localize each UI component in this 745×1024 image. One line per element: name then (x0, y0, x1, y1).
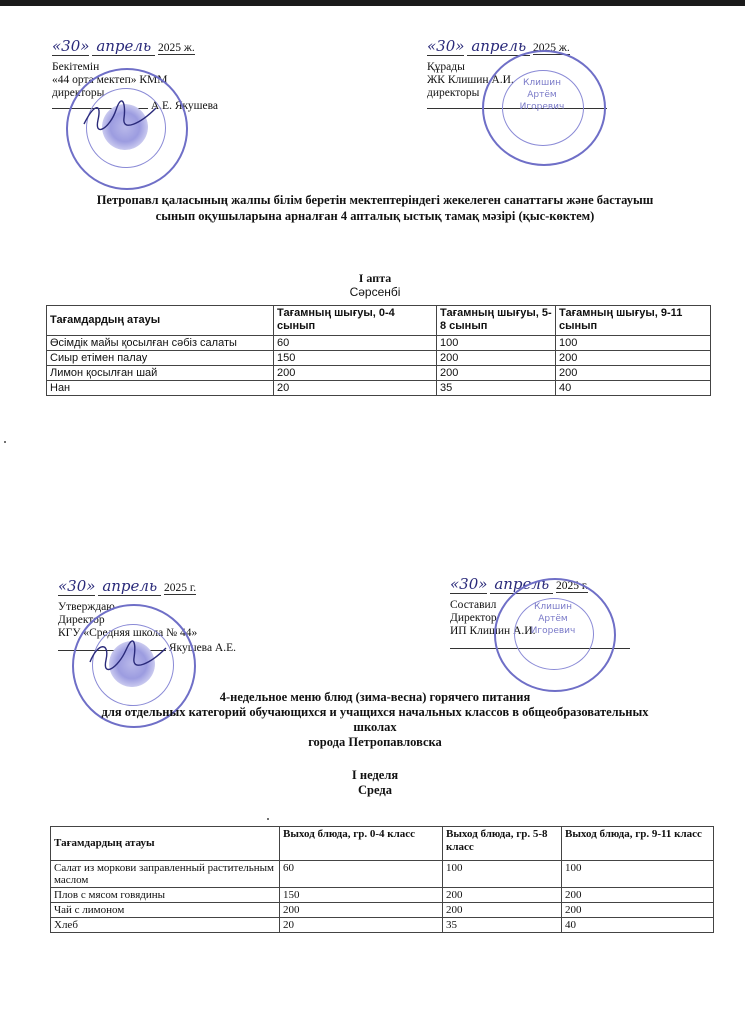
table-row (47, 381, 711, 396)
ru-row1-5-8: 100 (443, 861, 562, 888)
kz-approve-signature-icon (80, 98, 160, 132)
ru-approve-month: апрель (98, 577, 161, 596)
ru-stamp-text-3: Игоревич (530, 626, 576, 636)
ru-approve-year: 2025 г. (164, 582, 197, 594)
kz-row3-0-4: 200 (274, 366, 437, 381)
kz-row1-dish: Өсімдік майы қосылған сәбіз салаты (47, 336, 274, 351)
ru-approve-line2: Директор (58, 614, 105, 626)
ru-approve-date (58, 577, 268, 595)
ru-row2-5-8: 200 (443, 888, 562, 903)
ru-row3-9-11: 200 (562, 903, 714, 918)
kz-approve-day: «30» (52, 37, 90, 55)
kz-day: Сәрсенбі (349, 285, 401, 299)
kz-header-9-11: Тағамның шығуы, 9-11 сынып (556, 306, 711, 336)
kz-compose-line1: Құрады (427, 61, 465, 73)
ru-stamp-text-1: Клишин (534, 602, 572, 612)
ru-compose-day: «30» (450, 575, 488, 593)
kz-menu-table (46, 305, 711, 396)
kz-row2-0-4: 150 (274, 351, 437, 366)
ru-approve-day: «30» (58, 577, 96, 595)
table-row (51, 918, 714, 933)
scan-speck (267, 818, 269, 820)
ru-title-line4: города Петропавловска (308, 735, 442, 749)
ru-compose-year: 2025 г. (556, 580, 589, 592)
ru-approve-line1: Утверждаю (58, 601, 115, 613)
ru-row1-0-4: 60 (280, 861, 443, 888)
kz-approve-month: апрель (92, 37, 155, 56)
kz-approve-line3: директоры (52, 87, 105, 99)
ru-title-line2: для отдельных категорий обучающихся и учащихся начальных классов в общеобразовательных (101, 705, 649, 719)
table-row (51, 903, 714, 918)
ru-menu-table (50, 826, 714, 933)
kz-compose-line3: директоры (427, 87, 480, 99)
kz-row4-dish: Нан (47, 381, 274, 396)
ru-compose-line1: Составил (450, 599, 497, 611)
ru-compose-month: апрель (490, 575, 553, 594)
ru-row2-0-4: 150 (280, 888, 443, 903)
ru-title-line1: 4-недельное меню блюд (зима-весна) горячего питания (219, 690, 531, 704)
kz-table-header-row (47, 306, 711, 336)
table-row (47, 336, 711, 351)
ru-row3-5-8: 200 (443, 903, 562, 918)
ru-row1-9-11: 100 (562, 861, 714, 888)
ru-row2-9-11: 200 (562, 888, 714, 903)
scan-speck (4, 441, 6, 443)
kz-title-line2: сынып оқушыларына арналған 4 апталық ыстық тамақ мәзірі (қыс-көктем) (155, 209, 595, 223)
ru-title-line3: школах (353, 720, 397, 734)
ru-row4-0-4: 20 (280, 918, 443, 933)
ru-table-header-row (51, 827, 714, 861)
ru-stamp-text-2: Артём (538, 614, 568, 624)
ru-week: I неделя (351, 768, 399, 782)
kz-approve-name: А.Е. Якушева (150, 100, 219, 112)
ru-approve-name: Якушева А.Е. (168, 642, 237, 654)
kz-stamp-text-2: Артём (527, 90, 557, 100)
kz-row3-5-8: 200 (437, 366, 556, 381)
ru-approve-signature-icon (86, 638, 170, 672)
kz-row3-dish: Лимон қосылған шай (47, 366, 274, 381)
ru-row4-5-8: 35 (443, 918, 562, 933)
ru-row3-0-4: 200 (280, 903, 443, 918)
ru-header-9-11: Выход блюда, гр. 9-11 класс (562, 827, 714, 861)
table-row (51, 888, 714, 903)
kz-row3-9-11: 200 (556, 366, 711, 381)
kz-approve-date (52, 37, 252, 55)
kz-approve-line2: «44 орта мектеп» КММ (52, 74, 168, 86)
ru-header-5-8: Выход блюда, гр. 5-8 класс (443, 827, 562, 861)
kz-compose-day: «30» (427, 37, 465, 55)
kz-row1-0-4: 60 (274, 336, 437, 351)
ru-compose-line2: Директор (450, 612, 497, 624)
kz-compose-month: апрель (467, 37, 530, 56)
table-row (47, 366, 711, 381)
ru-day: Среда (358, 783, 392, 797)
scan-top-border (0, 0, 745, 6)
ru-row4-dish: Хлеб (51, 918, 280, 933)
ru-compose-line3: ИП Клишин А.И. (450, 625, 536, 637)
kz-stamp-text-1: Клишин (523, 78, 561, 88)
ru-row4-9-11: 40 (562, 918, 714, 933)
kz-header-0-4: Тағамның шығуы, 0-4 сынып (274, 306, 437, 336)
ru-approve-line3: КГУ «Средняя школа № 44» (58, 627, 198, 639)
kz-row2-9-11: 200 (556, 351, 711, 366)
ru-header-dish: Тағамдардың атауы (51, 827, 280, 861)
kz-row4-5-8: 35 (437, 381, 556, 396)
kz-stamp-text-3: Игоревич (519, 102, 565, 112)
kz-header-dish: Тағамдардың атауы (47, 306, 274, 336)
kz-row4-9-11: 40 (556, 381, 711, 396)
kz-approve-year: 2025 ж. (158, 42, 195, 54)
kz-row4-0-4: 20 (274, 381, 437, 396)
ru-row2-dish: Плов с мясом говядины (51, 888, 280, 903)
kz-row1-5-8: 100 (437, 336, 556, 351)
kz-header-5-8: Тағамның шығуы, 5-8 сынып (437, 306, 556, 336)
kz-week: I апта (358, 271, 392, 285)
ru-header-0-4: Выход блюда, гр. 0-4 класс (280, 827, 443, 861)
table-row (47, 351, 711, 366)
kz-row2-dish: Сиыр етімен палау (47, 351, 274, 366)
ru-row3-dish: Чай с лимоном (51, 903, 280, 918)
ru-row1-dish: Салат из моркови заправленный растительным маслом (51, 861, 280, 888)
kz-title-line1: Петропавл қаласының жалпы білім беретін мектептеріндегі жекелеген санаттағы және бастауыш (96, 193, 654, 207)
kz-row1-9-11: 100 (556, 336, 711, 351)
kz-approve-line1: Бекітемін (52, 61, 100, 73)
kz-row2-5-8: 200 (437, 351, 556, 366)
kz-compose-year: 2025 ж. (533, 42, 570, 54)
kz-compose-line2: ЖК Клишин А.И. (427, 74, 514, 86)
table-row (51, 861, 714, 888)
